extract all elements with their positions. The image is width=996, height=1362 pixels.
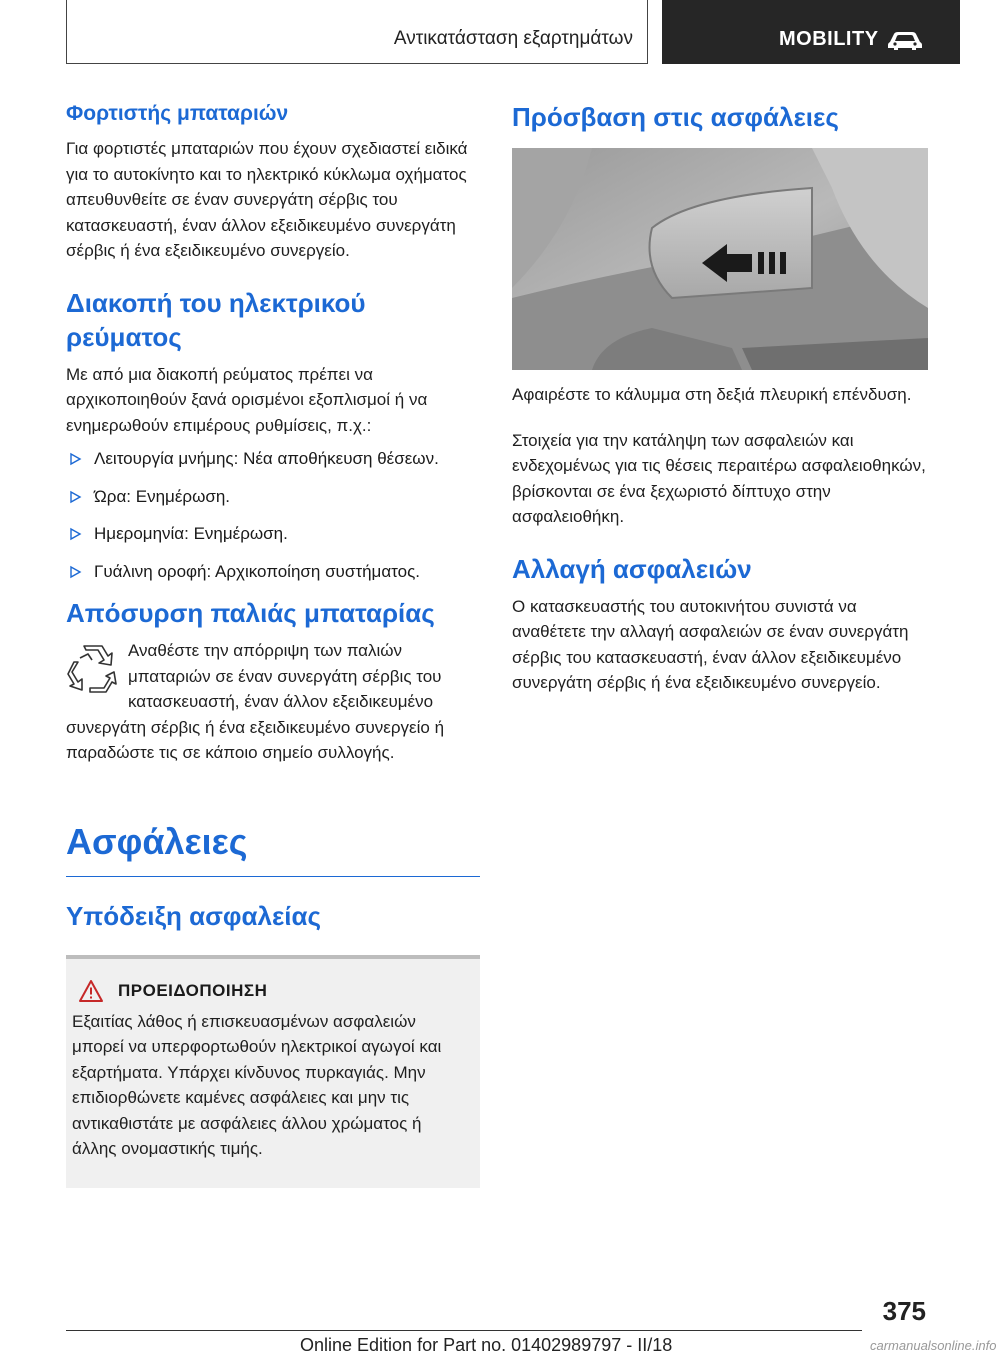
list-item — [66, 521, 480, 547]
edition-text: Online Edition for Part no. 01402989797 - II/18 — [300, 1335, 673, 1355]
charger-heading: Φορτιστής μπαταριών — [66, 102, 289, 125]
brand-tab — [662, 0, 960, 64]
heading-divider — [66, 876, 480, 877]
settings-list — [66, 446, 480, 584]
safety-heading: Υπόδειξη ασφαλείας — [66, 900, 322, 931]
list-item-text: Ημερομηνία: Ενημέρωση. — [94, 524, 288, 543]
interrupt-text: Με από μια διακοπή ρεύματος πρέπει να αρχικοποιηθούν ξανά ορισμένοι εξοπλισμοί ή να ενημερωθούν επιμέρους ρυθμίσεις, π.χ.: — [66, 364, 428, 435]
triangle-bullet-icon — [69, 491, 81, 503]
footer-divider — [66, 1330, 862, 1331]
triangle-bullet-icon — [69, 566, 81, 578]
watermark-link: carmanualsonline.info — [870, 1338, 996, 1353]
charger-text: Για φορτιστές μπαταριών που έχουν σχεδιαστεί ειδικά για το αυτοκίνητο και το ηλεκτρικό κύκλωμα οχήματος απευθυνθείτε σε έναν συνεργάτη σέρβις του κατασκευαστή, έναν άλλον εξειδικευμένο συνεργάτη σέρβις ή ένα εξειδικευμένο συνεργείο. — [66, 139, 468, 260]
recycle-icon — [66, 642, 118, 694]
access-text: Αφαιρέστε το κάλυμμα στη δεξιά πλευρική επένδυση. — [512, 385, 912, 404]
page-number: 375 — [882, 1296, 926, 1326]
info-text: Στοιχεία για την κατάληψη των ασφαλειών και ενδεχομένως για τις θέσεις περαιτέρω ασφαλειοθηκών, βρίσκονται σε ένα ξεχωριστό δίπτυχο στην ασφαλειοθήκη. — [512, 430, 926, 526]
change-heading: Αλλαγή ασφαλειών — [512, 553, 752, 584]
left-column — [66, 100, 480, 1188]
warning-text: Εξαιτίας λάθος ή επισκευασμένων ασφαλειών μπορεί να υπερφορτωθούν ηλεκτρικοί αγωγοί και εξαρτήματα. Υπάρχει κίνδυνος πυρκαγιάς. Μην επιδιορθώνετε καμένες ασφάλειες και μην τις αντικαθιστάτε με ασφάλειες άλλου χρώματος ή άλλης ονομαστικής τιμής. — [72, 1011, 442, 1158]
warning-title: ΠΡΟΕΙΔΟΠΟΙΗΣΗ — [118, 980, 268, 1000]
header-section-box — [66, 0, 648, 64]
fuses-heading: Ασφάλειες — [66, 820, 248, 862]
right-column — [512, 100, 928, 696]
list-item — [66, 446, 480, 472]
brand-label: MOBILITY — [779, 28, 879, 50]
triangle-bullet-icon — [69, 453, 81, 465]
disposal-text: Αναθέστε την απόρριψη των παλιών μπαταριών σε έναν συνεργάτη σέρβις του κατασκευαστή, έναν άλλον εξειδικευμένο συνεργάτη σέρβις ή ένα εξειδικευμένο συνεργείο ή παραδώστε τις σε κάποιο σημείο συλλογής. — [66, 641, 445, 762]
warning-triangle-icon — [78, 979, 104, 1003]
list-item-text: Ώρα: Ενημέρωση. — [94, 486, 231, 506]
fuse-cover-photo — [512, 148, 928, 370]
list-item — [66, 559, 480, 585]
change-text: Ο κατασκευαστής του αυτοκινήτου συνιστά να αναθέτετε την αλλαγή ασφαλειών σε έναν συνεργάτη σέρβις του κατασκευαστή, έναν άλλον εξειδικευμένο συνεργάτη σέρβις ή ένα εξειδικευμένο συνεργείο. — [512, 596, 909, 692]
access-heading: Πρόσβαση στις ασφάλειες — [512, 102, 839, 132]
triangle-bullet-icon — [69, 528, 81, 540]
warning-box — [66, 955, 480, 1188]
disposal-heading: Απόσυρση παλιάς μπαταρίας — [66, 598, 435, 628]
list-item-text: Λειτουργία μνήμης: Νέα αποθήκευση θέσεων. — [94, 449, 439, 468]
disposal-block — [66, 638, 480, 766]
car-icon — [886, 28, 924, 52]
list-item-text: Γυάλινη οροφή: Αρχικοποίηση συστήματος. — [94, 561, 420, 581]
list-item — [66, 484, 480, 510]
interrupt-heading: Διακοπή του ηλεκτρικού ρεύματος — [66, 287, 366, 352]
section-title: Αντικατάσταση εξαρτημάτων — [393, 28, 633, 49]
